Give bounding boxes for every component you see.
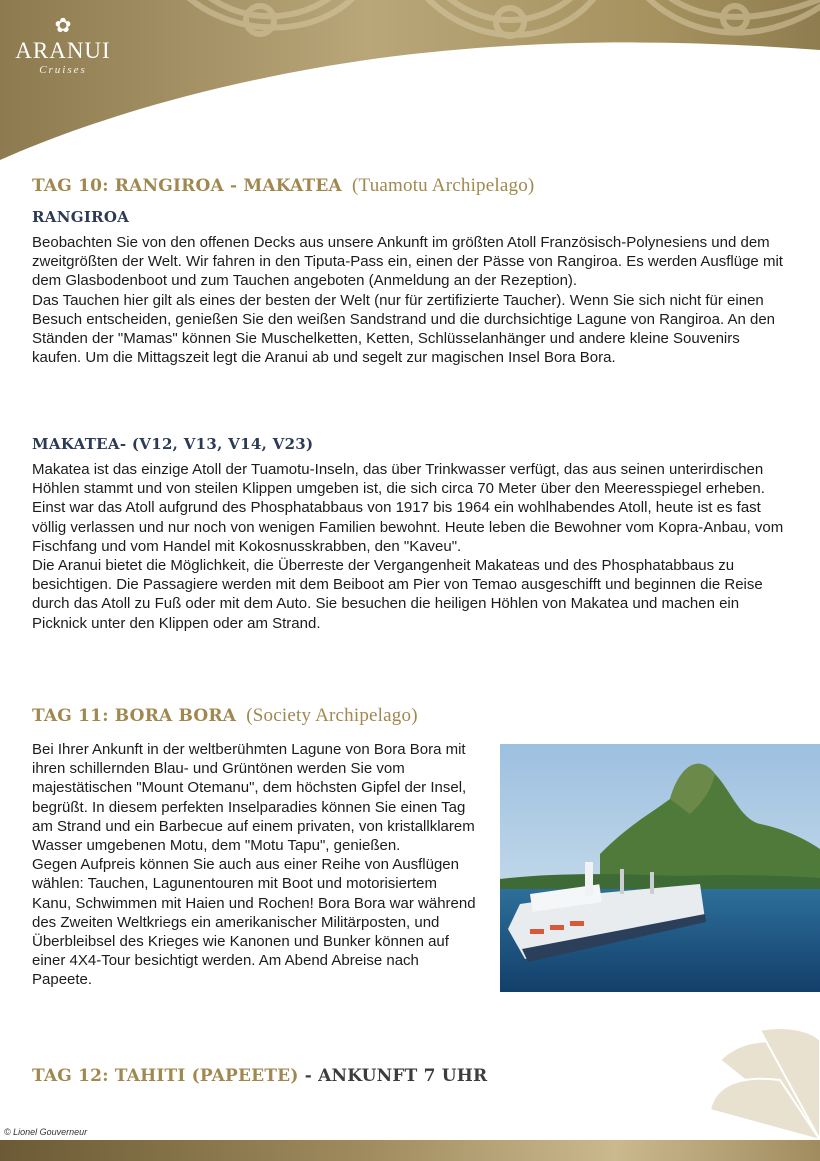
makatea-paragraph-1: Makatea ist das einzige Atoll der Tuamotu-Inseln, das über Trinkwasser verfügt, das aus seinen unterirdischen Höhlen stammt und von steilen Klippen umgeben ist, die sich circa 70 Meter über den Meeresspiegel erheben. Einst war das Atoll aufgrund des Phosphatabbaus von 1917 bis 1964 ein wohlhabendes Atoll, heute ist es fast völlig verlassen und nur noch von wenigen Familien bewohnt. Heute leben die Bewohner vom Kopra-Anbau, vom Fischfang und vom Handel mit Kokosnusskrabben, den "Kaveu". bbox=[32, 461, 784, 555]
brand-logo-mark-icon: ✿ bbox=[54, 13, 72, 37]
makatea-paragraph-2: Die Aranui bietet die Möglichkeit, die Überreste der Vergangenheit Makateas und des Phosphatabbaus zu besichtigen. Die Passagiere werden mit dem Beiboot am Pier von Temao ausgeschifft und beginnen die Reise durch das Atoll zu Fuß oder mit dem Auto. Sie besuchen die heiligen Höhlen von Makatea und machen ein Picknick unter den Klippen oder am Strand. bbox=[32, 557, 763, 632]
makatea-text bbox=[32, 460, 792, 633]
photo-credit: © Lionel Gouverneur bbox=[4, 1127, 88, 1137]
rangiroa-paragraph-1: Beobachten Sie von den offenen Decks aus unsere Ankunft im größten Atoll Französisch-Polynesiens und dem zweitgrößten der Welt. Wir fahren in den Tiputa-Pass ein, einen der Pässe von Rangiroa. Es werden Ausflüge mit dem Glasbodenboot und zum Tauchen angeboten (Anmeldung an der Rezeption). bbox=[32, 234, 783, 290]
brand-logo bbox=[8, 14, 118, 76]
day-11-title bbox=[32, 705, 418, 727]
rangiroa-paragraph-2: Das Tauchen hier gilt als eines der besten der Welt (nur für zertifizierte Taucher). Wenn Sie sich nicht für einen Besuch entscheiden, genießen Sie den weißen Sandstrand und die durchsichtige Lagune von Rangiroa. An den Ständen der "Mamas" können Sie Muschelketten, Ketten, Schlüsselanhänger und andere kleine Souvenirs kaufen. Um die Mittagszeit legt die Aranui ab und segelt zur magischen Insel Bora Bora. bbox=[32, 291, 776, 367]
bora-bora-paragraph-2: Gegen Aufpreis können Sie auch aus einer Reihe von Ausflügen wählen: Tauchen, Lagunentouren mit Boot und motorisiertem Kanu, Schwimmen mit Haien und Rochen! Bora Bora war während des Zweiten Weltkriegs ein amerikanischer Militärposten, und Überbleibsel des Krieges wie Kanonen und Bunker können auf einer 4X4-Tour besichtigt werden. Am Abend Abreise nach Papeete. bbox=[32, 856, 476, 989]
header-band bbox=[0, 0, 820, 175]
day-11-title-text: TAG 11: BORA BORA bbox=[32, 706, 237, 726]
bora-bora-text bbox=[32, 740, 477, 990]
day-12-arrival-time: - ANKUNFT 7 UHR bbox=[298, 1066, 488, 1086]
day-12-title bbox=[32, 1066, 487, 1086]
rangiroa-heading: RANGIROA bbox=[32, 208, 130, 226]
day-10-region: (Tuamotu Archipelago) bbox=[352, 175, 535, 196]
day-11-region: (Society Archipelago) bbox=[246, 705, 418, 726]
brand-name: ARANUI bbox=[15, 38, 111, 63]
palm-leaf-decoration-icon bbox=[700, 1020, 820, 1140]
brand-tagline: Cruises bbox=[39, 64, 87, 76]
day-10-title-text: TAG 10: RANGIROA - MAKATEA bbox=[32, 176, 342, 196]
bora-bora-ship-photo bbox=[500, 744, 820, 992]
day-10-title bbox=[32, 175, 534, 197]
day-12-title-text: TAG 12: TAHITI (PAPEETE) bbox=[32, 1066, 299, 1086]
rangiroa-text bbox=[32, 233, 792, 367]
bora-bora-paragraph-1: Bei Ihrer Ankunft in der weltberühmten Lagune von Bora Bora mit ihren schillernden Blau- und Grüntönen werden Sie vom majestätischen "Mount Otemanu", dem höchsten Gipfel der Insel, begrüßt. In diesem perfekten Inselparadies können Sie einen Tag am Strand und ein Barbecue auf einem privaten, von kristallklarem Wasser umgebenen Motu, dem "Motu Tapu", genießen. bbox=[32, 741, 475, 855]
makatea-heading: MAKATEA- (V12, V13, V14, V23) bbox=[32, 435, 314, 453]
footer-band bbox=[0, 1140, 820, 1161]
